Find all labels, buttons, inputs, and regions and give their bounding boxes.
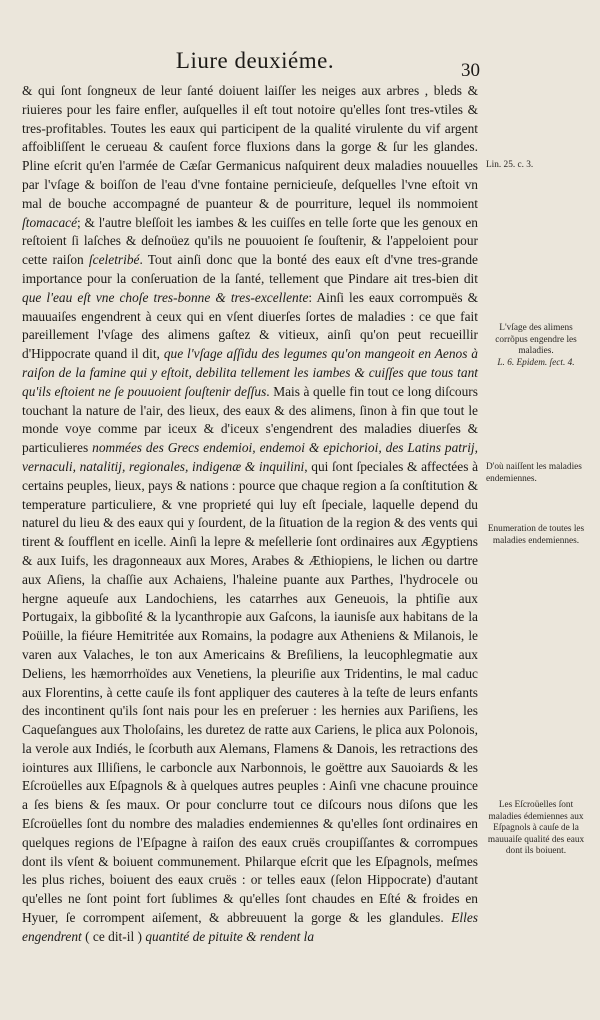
text-run: . Mais à quelle fin tout ce long diſcours touchant la nature de l'air, des lieux, des eaux & des alimens, ſinon à fin que tout le monde voye comme par iceux & d'iceux s'engendrent des maladies diuerſes & particulieres: [22, 383, 478, 456]
text-run: : Ainſi les eaux corrompuës & mauuaiſes engendrent à ceux qui en vſent diuerſes ſortes de maladies : ce que fait pareillement l'vſage des alimens gaſtez & vitieux, ainſi qu'on peut recueillir d'Hippocrate quand il dit,: [22, 289, 479, 362]
margin-note-text: Lin. 25. c. 3.: [486, 160, 534, 170]
italic-run: ſtomacacé: [22, 214, 78, 230]
italic-run: que l'eau eſt vne choſe tres-bonne & tres-excellente: [22, 289, 309, 305]
text-run: ( ce dit-il ): [81, 928, 146, 944]
margin-note-text: L'vſage des alimens corrõpus engendre les maladies.: [495, 323, 577, 357]
paragraph: [22, 82, 478, 947]
running-title: Liure deuxiéme.: [175, 48, 335, 73]
margin-note-origin: [486, 462, 586, 485]
text-run: , qui ſont ſpeciales & affectées à certains peuples, lieux, pays & nations : pource que chaque region a ſa conſtitution & temperature particuliere, & vne proprieté qui luy eſt ſpeciale, laquelle depend du naturel du lieu & des eaux qui y ſourdent, de la ſituation de la region & des vents qui tirent & ſoufflent en icelle. Ainſi la lepre & meſellerie ſont ordinaires aux Ægyptiens & aux Iuifs, les dragonneaux aux Mores, Arabes & Æthiopiens, le lichen ou dartre aux Aſiens, la chaſſie aux Achaiens, l'haleine puante aux Parthes, l'hydrocele ou hergne aqueuſe aux Landochiens, les catarrhes aux Geneuois, la phtiſie aux Portugaix, la gibboſité & la lycanthropie aux Gaſcons, la iaunisſe aux habitans de la Poüille, la fiéure Hemitritée aux Romains, la podagre aux Atheniens & Milanois, le varen aux Valaches, le ton aux Americains & Breſiliens, la leucophlegmatie aux Deliens, les hæmorrhoïdes aux Venetiens, la pleuriſie aux Tridentins, le mal caduc aux Florentins, à cette cauſe ils font appliquer des cauteres à la teſte de leurs enfants des incontinent qu'ils ſont nais pour les en preſeruer : les hernies aux Pariſiens, les Caqueſangues aux Tholoſains, les duretez de ratte aux Cariens, le plica aux Polonois, la verole aux Indiés, le ſcorbuth aux Alemans, Flamens & Danois, les retractions des iointures aux Illiſiens, le carboncle aux Narbonnois, le goëttre aux Sauoiards & les Eſcroüelles aux Eſpagnols & à quelques autres peuples : Ainſi vne chacune prouince a ſes biens & ſes maux. Or pour conclurre tout ce diſcours nous diſons que les Eſcroüelles ſont du nombre des maladies endemiennes & qu'elles ſont ordinaires en quelques regions de l'Eſpagne à raiſon des eaux cruës croupiſſantes & corrompues dont ils vſent & boiuent communement. Philarque eſcrit que les Eſpagnols, meſmes les plus riches, boiuent des eaux cruës : or telles eaux (ſelon Hippocrate) d'autant qu'elles ne ſont point fort ſublimes & qu'elles ſont chaudes en Eſté & froides en Hyuer, ſe corrompent aiſement, & abbreuuent la gorge & les glandules.: [22, 458, 479, 926]
margin-note-escrouelles: [486, 800, 586, 858]
text-run: ; & l'autre bleſſoit les iambes & les cuiſſes en telle ſorte que les genoux en reſtoient ſi laſches & deſnoüez qu'ils ne pouuoient ſe ſouſtenir, & l'appeloient pour cette raiſon: [22, 214, 478, 268]
margin-note-text: Les Eſcroüelles ſont maladies édemiennes aux Eſpagnols à cauſe de la mauuaiſe qualité des eaux dont ils boiuent.: [487, 800, 585, 857]
main-text-block: [22, 82, 478, 947]
margin-note-alimens: [486, 323, 586, 369]
margin-note-enumeration: [486, 524, 586, 547]
margin-note-text: D'où naiſſent les maladies endemiennes.: [486, 462, 582, 484]
text-run: . Tout ainſi donc que la bonté des eaux eſt d'vne tres-grande importance pour la conſeruation de la ſanté, tellement que Pindare ait tres-bien dit: [22, 252, 478, 286]
margin-note-text: Enumeration de toutes les maladies endemiennes.: [487, 524, 585, 546]
margin-note-reference: L. 6. Epidem. ſect. 4.: [497, 357, 575, 368]
italic-run: que l'vſage aſſidu des legumes qu'on mangeoit en Aenos à raiſon de la famine qui y eſtoit, debilita tellement les iambes & cuiſſes que tous tant qu'ils eſtoient ne ſe pouuoient ſouſtenir deſſus: [22, 346, 478, 399]
italic-run: ſceletribé: [88, 252, 140, 268]
italic-run: quantité de pituite & rendent la: [145, 928, 315, 944]
italic-run: nommées des Grecs endemioi, endemoi & epichorioi, des Latins patrij, vernaculi, natalitij, regionales, indigenæ & inquilini: [22, 440, 478, 474]
text-run: & qui ſont ſongneux de leur ſanté doiuent laiſſer les neiges aux arbres , bleds & riuieres pour les faire enfler, auſquelles il eſt tout notoire qu'elles ſont tres-vtiles & tres-profitables. Toutes les eaux qui participent de la qualité virulente du vif argent affoibliſſent le cerueau & cauſent force fluxions dans la gorge & ſur les glandes. Pline eſcrit qu'en l'armée de Cæſar Germanicus naſquirent deux maladies nouuelles par l'vſage & boiſſon de l'eau d'vne fontaine pernicieuſe, deſquelles l'vne eſtoit vn mal de bouche accompagné de puanteur & de pourriture, lequel ils nommoient: [22, 83, 478, 211]
margin-note-pline-reference: [486, 160, 586, 172]
italic-run: Elles engendrent: [22, 910, 478, 944]
page-number: 30: [461, 60, 480, 81]
